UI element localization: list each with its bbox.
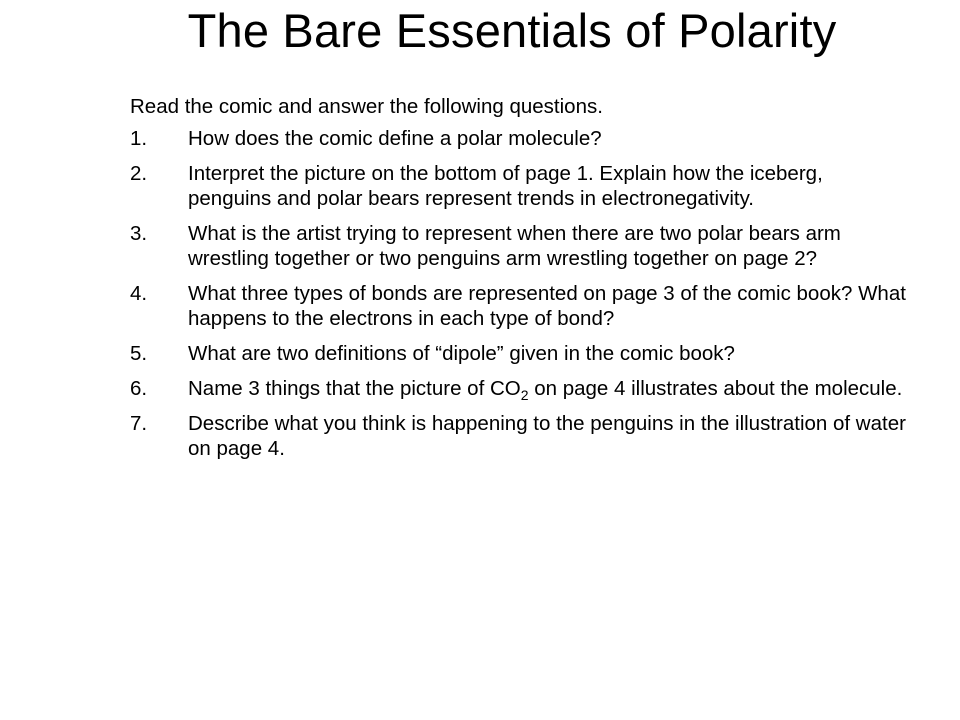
question-list [130,126,910,461]
slide-body [130,94,910,471]
question-item [130,161,910,211]
question-text: What three types of bonds are represented on page 3 of the comic book? What happens to the electrons in each type of bond? [188,282,906,330]
question-number: 2. [130,162,148,185]
question-number: 7. [130,412,148,435]
question-text-before: Name 3 things that the picture of CO [188,377,521,400]
question-number: 6. [130,377,148,400]
question-text: What are two definitions of “dipole” given in the comic book? [188,342,735,365]
question-text: Describe what you think is happening to the penguins in the illustration of water on page 4. [188,412,906,460]
question-text: What is the artist trying to represent when there are two polar bears arm wrestling together or two penguins arm wrestling together on page 2? [188,222,841,270]
question-number: 3. [130,222,148,245]
question-item [130,221,910,271]
question-text-after: on page 4 illustrates about the molecule. [528,377,903,400]
question-number: 5. [130,342,148,365]
question-item [130,376,910,401]
question-number: 1. [130,127,148,150]
question-item [130,281,910,331]
question-item [130,341,910,366]
subscript: 2 [520,387,529,403]
question-item [130,411,910,461]
intro-text: Read the comic and answer the following questions. [130,95,603,118]
question-item [130,126,910,151]
question-text [188,376,910,401]
question-text: How does the comic define a polar molecule? [188,127,602,150]
page-title: The Bare Essentials of Polarity [187,4,837,57]
question-text: Interpret the picture on the bottom of page 1. Explain how the iceberg, penguins and polar bears represent trends in electronegativity. [188,162,823,210]
question-number: 4. [130,282,148,305]
